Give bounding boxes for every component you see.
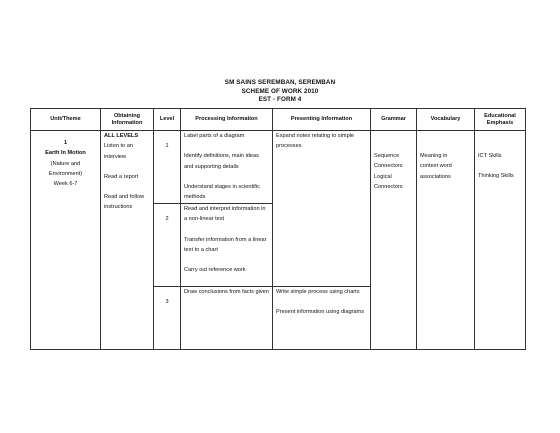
document-header bbox=[0, 79, 560, 105]
unit-subtitle-2: Environment) bbox=[48, 170, 83, 177]
processing-cell-level-2 bbox=[181, 204, 273, 287]
table-row-level-1 bbox=[31, 131, 526, 204]
processing-item: Label parts of a diagram bbox=[184, 133, 245, 139]
scheme-title: SCHEME OF WORK 2010 bbox=[241, 87, 319, 95]
presenting-item: Write simple process using charts bbox=[276, 289, 360, 295]
unit-title: Earth In Motion bbox=[45, 150, 86, 157]
vocabulary-item: context word bbox=[420, 163, 452, 170]
school-name: SM SAINS SEREMBAN, SEREMBAN bbox=[224, 79, 336, 86]
processing-item: Draw conclusions from facts given bbox=[184, 289, 269, 295]
vocabulary-item: associations bbox=[420, 173, 451, 180]
vocabulary-item: Meaning in bbox=[420, 153, 448, 159]
presenting-cell-level-3 bbox=[273, 287, 371, 350]
grammar-item: Connectors bbox=[374, 183, 403, 190]
level-number: 2 bbox=[165, 216, 169, 222]
obtaining-item: Listen to an interview bbox=[104, 143, 133, 160]
column-header-obtaining: Obtaining Information bbox=[101, 109, 154, 131]
vocabulary-cell bbox=[417, 131, 475, 350]
grammar-cell bbox=[371, 131, 417, 350]
unit-theme-cell bbox=[31, 131, 101, 350]
unit-subtitle-1: (Nature and bbox=[50, 160, 81, 167]
obtaining-item: Read a report bbox=[104, 173, 139, 180]
all-levels-heading: ALL LEVELS bbox=[104, 133, 139, 139]
form-title: EST - FORM 4 bbox=[258, 96, 302, 103]
emphasis-item: ICT Skills bbox=[478, 153, 502, 159]
presenting-cell-level-1-2 bbox=[273, 131, 371, 287]
column-header-presenting: Presenting Information bbox=[273, 109, 371, 131]
unit-weeks: Week 6-7 bbox=[53, 181, 78, 188]
processing-item: Read and interpret information in a non-linear text bbox=[184, 206, 266, 223]
level-cell bbox=[154, 131, 181, 204]
presenting-item: Expand notes relating to simple processes bbox=[276, 133, 355, 150]
column-header-processing: Processing Information bbox=[181, 109, 273, 131]
processing-item: Identify definitions, main ideas and supporting details bbox=[184, 153, 259, 170]
column-header-level: Level bbox=[154, 109, 181, 131]
grammar-item: Logical bbox=[374, 173, 392, 180]
processing-cell-level-3 bbox=[181, 287, 273, 350]
presenting-item: Present information using diagrams bbox=[276, 309, 364, 316]
processing-item: Understand stages in scientific methods bbox=[184, 183, 260, 201]
processing-cell-level-1 bbox=[181, 131, 273, 204]
processing-item: Transfer information from a linear text to a chart bbox=[184, 236, 267, 253]
table-header-row bbox=[31, 109, 526, 131]
column-header-unit: Unit/Theme bbox=[31, 109, 101, 131]
level-cell bbox=[154, 287, 181, 350]
obtaining-info-cell bbox=[101, 131, 154, 350]
column-header-vocabulary: Vocabulary bbox=[417, 109, 475, 131]
scheme-of-work-table bbox=[30, 108, 526, 350]
emphasis-cell bbox=[475, 131, 526, 350]
column-header-emphasis: Educational Emphasis bbox=[475, 109, 526, 131]
obtaining-item: Read and follow instructions bbox=[104, 194, 145, 211]
grammar-item: Connectors bbox=[374, 163, 403, 170]
level-number: 1 bbox=[165, 143, 169, 149]
level-cell bbox=[154, 204, 181, 287]
emphasis-item: Thinking Skills bbox=[478, 173, 514, 180]
unit-number: 1 bbox=[63, 140, 68, 146]
grammar-item: Sequence bbox=[374, 153, 400, 159]
level-number: 3 bbox=[165, 299, 169, 305]
column-header-grammar: Grammar bbox=[371, 109, 417, 131]
processing-item: Carry out reference work bbox=[184, 267, 246, 274]
